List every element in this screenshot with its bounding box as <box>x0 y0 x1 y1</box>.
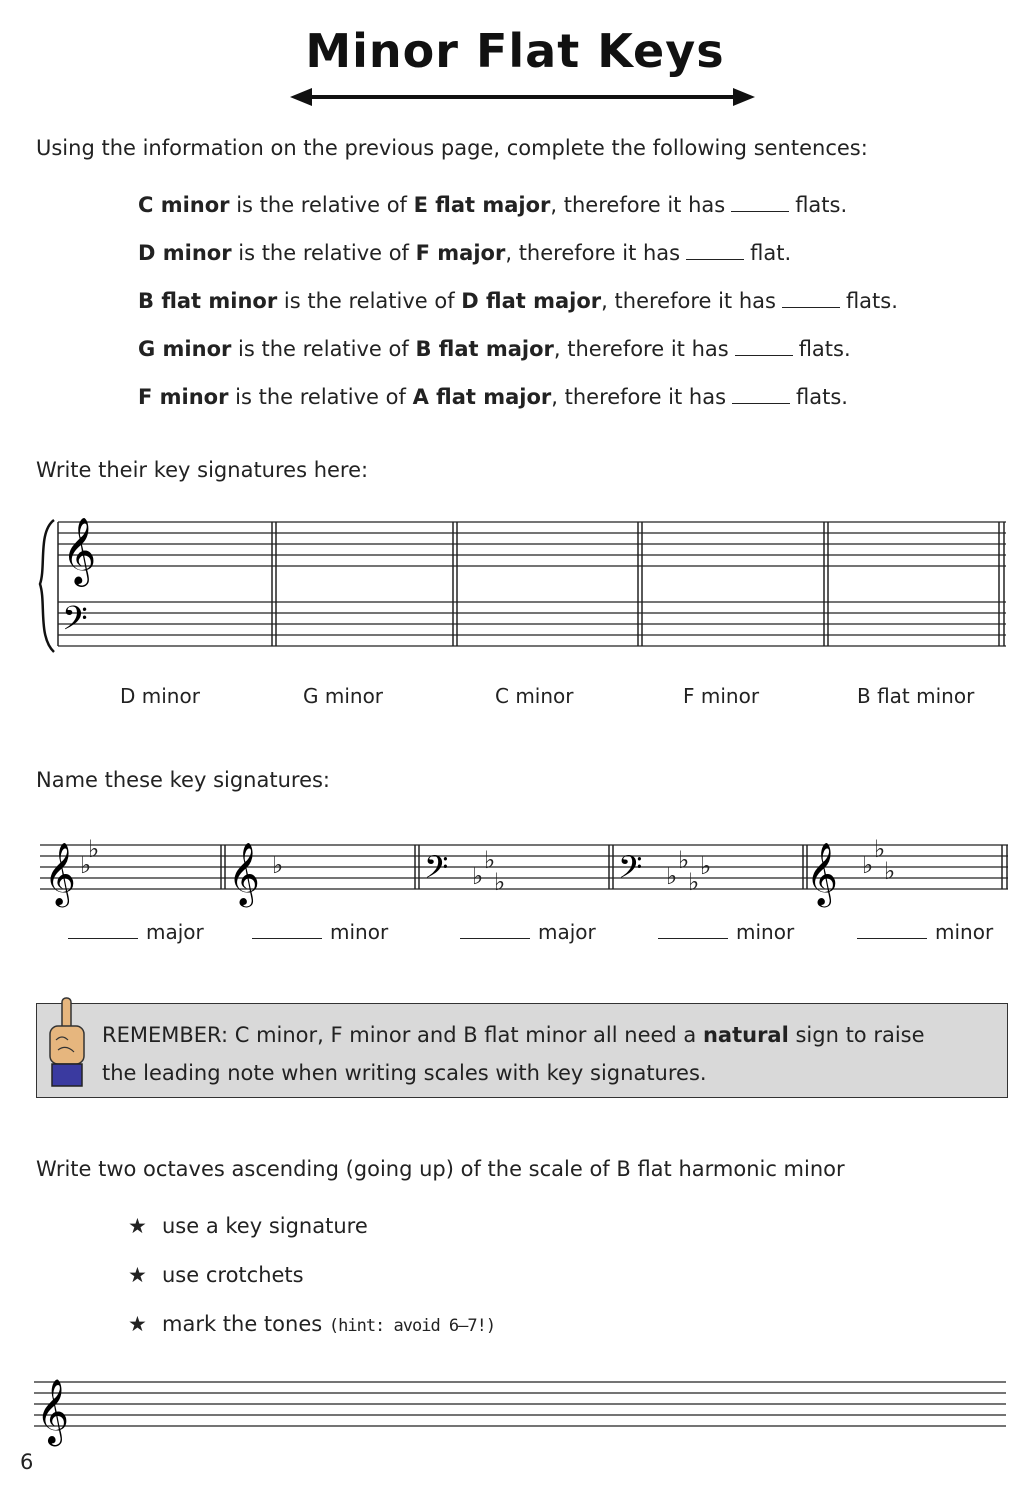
answer-blank[interactable] <box>857 922 927 939</box>
page-number: 6 <box>20 1450 34 1474</box>
sentence-text: , therefore it has <box>551 385 727 409</box>
star-icon: ★ <box>128 1214 147 1238</box>
sentence-item <box>138 385 1018 433</box>
major-key: A flat major <box>412 385 552 409</box>
major-key: F major <box>415 241 506 265</box>
bass-clef-icon: 𝄢 <box>62 600 88 646</box>
bass-clef-icon: 𝄢 <box>424 849 449 893</box>
answer-blank[interactable] <box>460 922 530 939</box>
minor-key: F minor <box>138 385 229 409</box>
treble-clef-icon: 𝄞 <box>228 842 260 905</box>
answer-label: major <box>146 920 204 944</box>
remember-emphasis: natural <box>702 1023 789 1047</box>
treble-clef-icon: 𝄞 <box>44 842 76 905</box>
remember-line: sign to raise <box>788 1023 925 1047</box>
page-title: Minor Flat Keys <box>305 24 725 78</box>
treble-clef-icon: 𝄞 <box>62 516 97 584</box>
finger-pointing-hand-icon <box>44 996 92 1092</box>
key-label: C minor <box>495 684 574 708</box>
flat-icon: ♭ <box>700 852 712 880</box>
answer-blank[interactable] <box>782 291 840 308</box>
double-arrow-icon <box>290 86 755 108</box>
answer-item <box>460 920 596 944</box>
scale-heading: Write two octaves ascending (going up) of the scale of B flat harmonic minor <box>36 1157 845 1181</box>
answer-blank[interactable] <box>735 339 793 356</box>
sentence-text: is the relative of <box>277 289 462 313</box>
sentence-text: flats. <box>795 193 848 217</box>
sentence-text: flats. <box>796 385 848 409</box>
sentence-item <box>138 337 1018 385</box>
key-label: B flat minor <box>857 684 975 708</box>
treble-clef-icon: 𝄞 <box>806 842 838 905</box>
sentence-text: is the relative of <box>231 241 416 265</box>
bass-clef-icon: 𝄢 <box>618 849 643 893</box>
major-key: D flat major <box>461 289 602 313</box>
sentence-text: is the relative of <box>231 337 416 361</box>
flat-icon: ♭ <box>874 835 886 863</box>
sentence-item <box>138 193 1018 241</box>
key-label: G minor <box>303 684 384 708</box>
treble-clef-icon: 𝄞 <box>36 1379 70 1444</box>
answer-label: major <box>538 920 596 944</box>
key-label: F minor <box>683 684 760 708</box>
sentence-text: , therefore it has <box>601 289 776 313</box>
minor-key: B flat minor <box>138 289 278 313</box>
star-icon: ★ <box>128 1312 147 1336</box>
sentence-text: is the relative of <box>228 385 413 409</box>
answer-label: minor <box>935 920 994 944</box>
major-key: E flat major <box>413 193 551 217</box>
sentence-text: flats. <box>845 289 898 313</box>
flat-icon: ♭ <box>862 851 874 879</box>
flat-icon: ♭ <box>666 862 678 890</box>
flat-icon: ♭ <box>472 862 484 890</box>
flat-icon: ♭ <box>484 846 496 874</box>
list-item-text: use a key signature <box>162 1214 368 1238</box>
answer-item <box>68 920 204 944</box>
instructions-text: Using the information on the previous page, complete the following sentences: <box>36 136 868 160</box>
list-item <box>128 1263 495 1312</box>
minor-key: G minor <box>138 337 232 361</box>
flat-icon: ♭ <box>688 868 700 896</box>
list-item <box>128 1214 495 1263</box>
flat-icon: ♭ <box>494 868 506 896</box>
minor-key: D minor <box>138 241 232 265</box>
brace-icon <box>40 520 54 652</box>
write-signatures-heading: Write their key signatures here: <box>36 458 369 482</box>
sentence-text: , therefore it has <box>505 241 681 265</box>
instruction-list <box>128 1214 495 1361</box>
answer-item <box>252 920 388 944</box>
flat-icon: ♭ <box>80 851 92 879</box>
name-signatures-heading: Name these key signatures: <box>36 768 330 792</box>
sentence-text: is the relative of <box>229 193 414 217</box>
remember-line: REMEMBER: C minor, F minor and B flat minor all need a <box>102 1023 703 1047</box>
hint-text: (hint: avoid 6–7!) <box>328 1316 496 1336</box>
sentence-text: , therefore it has <box>553 337 729 361</box>
list-item-text: use crotchets <box>162 1263 304 1287</box>
answer-blank[interactable] <box>658 922 728 939</box>
sentence-item <box>138 289 1018 337</box>
answer-blank[interactable] <box>68 922 138 939</box>
remember-line: the leading note when writing scales with key signatures. <box>102 1061 707 1085</box>
sentence-text: flat. <box>750 241 792 265</box>
answer-blank[interactable] <box>731 195 789 212</box>
flat-icon: ♭ <box>272 851 284 879</box>
star-icon: ★ <box>128 1263 147 1287</box>
answer-item <box>857 920 993 944</box>
answer-blank[interactable] <box>686 243 744 260</box>
sentence-text: flats. <box>798 337 851 361</box>
minor-key: C minor <box>138 193 230 217</box>
list-item <box>128 1312 495 1361</box>
flat-icon: ♭ <box>884 857 896 885</box>
grand-staff[interactable] <box>36 512 1011 662</box>
major-key: B flat major <box>415 337 554 361</box>
scale-staff[interactable] <box>30 1362 1010 1448</box>
sentence-item <box>138 241 1018 289</box>
answer-label: minor <box>330 920 389 944</box>
flat-icon: ♭ <box>678 846 690 874</box>
key-signature-staff <box>36 822 1011 917</box>
sentence-text: , therefore it has <box>550 193 726 217</box>
answer-blank[interactable] <box>252 922 322 939</box>
answer-blank[interactable] <box>732 387 790 404</box>
sentence-list <box>138 193 1018 433</box>
remember-text <box>102 1016 982 1092</box>
answer-item <box>658 920 794 944</box>
list-item-text: mark the tones <box>162 1312 323 1336</box>
answer-label: minor <box>736 920 795 944</box>
flat-icon: ♭ <box>88 835 100 863</box>
key-label: D minor <box>120 684 200 708</box>
